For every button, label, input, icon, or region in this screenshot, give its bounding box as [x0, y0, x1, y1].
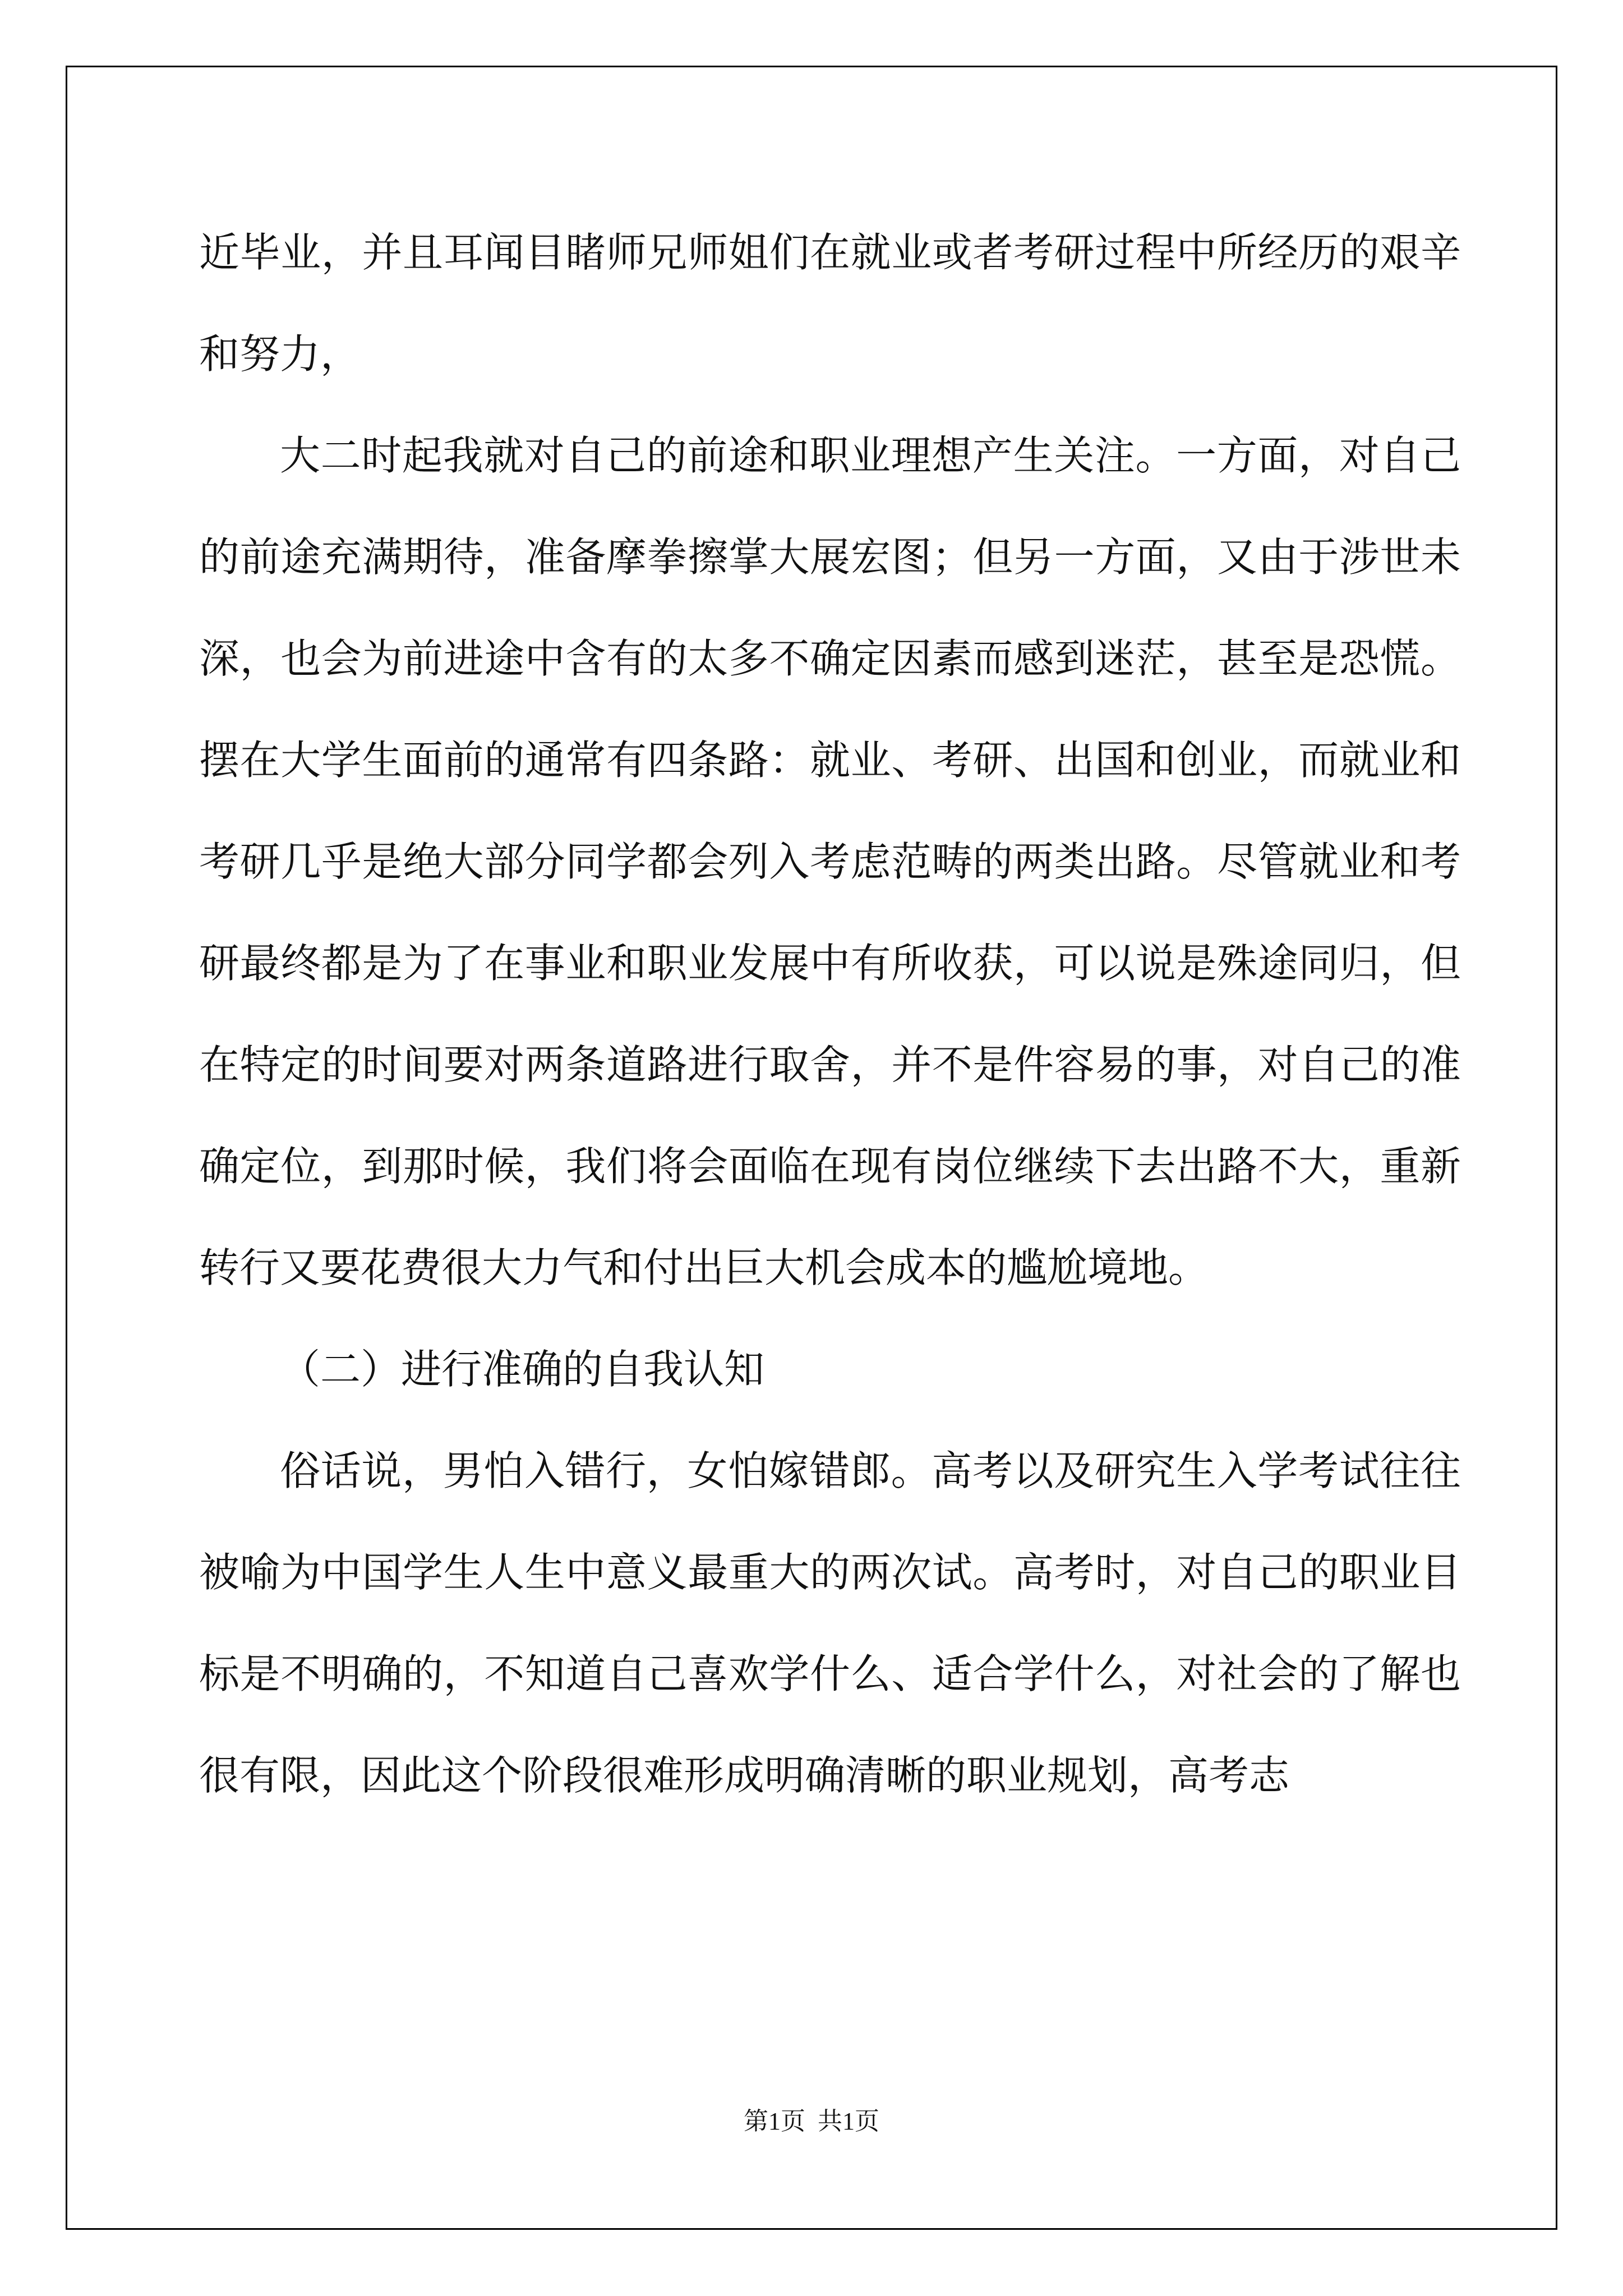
page-footer: 第1页 共1页	[744, 2108, 879, 2135]
document-body	[199, 202, 1461, 1826]
paragraph-2: 大二时起我就对自己的前途和职业理想产生关注。一方面，对自己的前途充满期待，准备摩拳擦掌大展宏图；但另一方面，又由于涉世未深，也会为前进途中含有的太多不确定因素而感到迷茫，甚至是恐慌。 摆在大学生面前的通常有四条路：就业、考研、出国和创业，而就业和考研几乎是绝大部分同学都会列入考虑范畴的两类出路。尽管就业和考研最终都是为了在事业和职业发展中有所收获，可以说是殊途同归，但在特定的时间要对两条道路进行取舍，并不是件容易的事，对自己的准确定位，到那时候，我们将会面临在现有岗位继续下去出路不大，重新转行又要花费很大力气和付出巨大机会成本的尴尬境地。	[199, 432, 1461, 1291]
paragraph-3: 俗话说，男怕入错行，女怕嫁错郎。高考以及研究生入学考试往往被喻为中国学生人生中意义最重大的两次试。高考时，对自己的职业目标是不明确的，不知道自己喜欢学什么、适合学什么，对社会的了解也很有限，因此这个阶段很难形成明确清晰的职业规划，高考志	[199, 1447, 1461, 1799]
section-heading: （二）进行准确的自我认知	[280, 1346, 765, 1393]
paragraph-1: 近毕业，并且耳闻目睹师兄师姐们在就业或者考研过程中所经历的艰辛和努力，	[199, 229, 1461, 378]
